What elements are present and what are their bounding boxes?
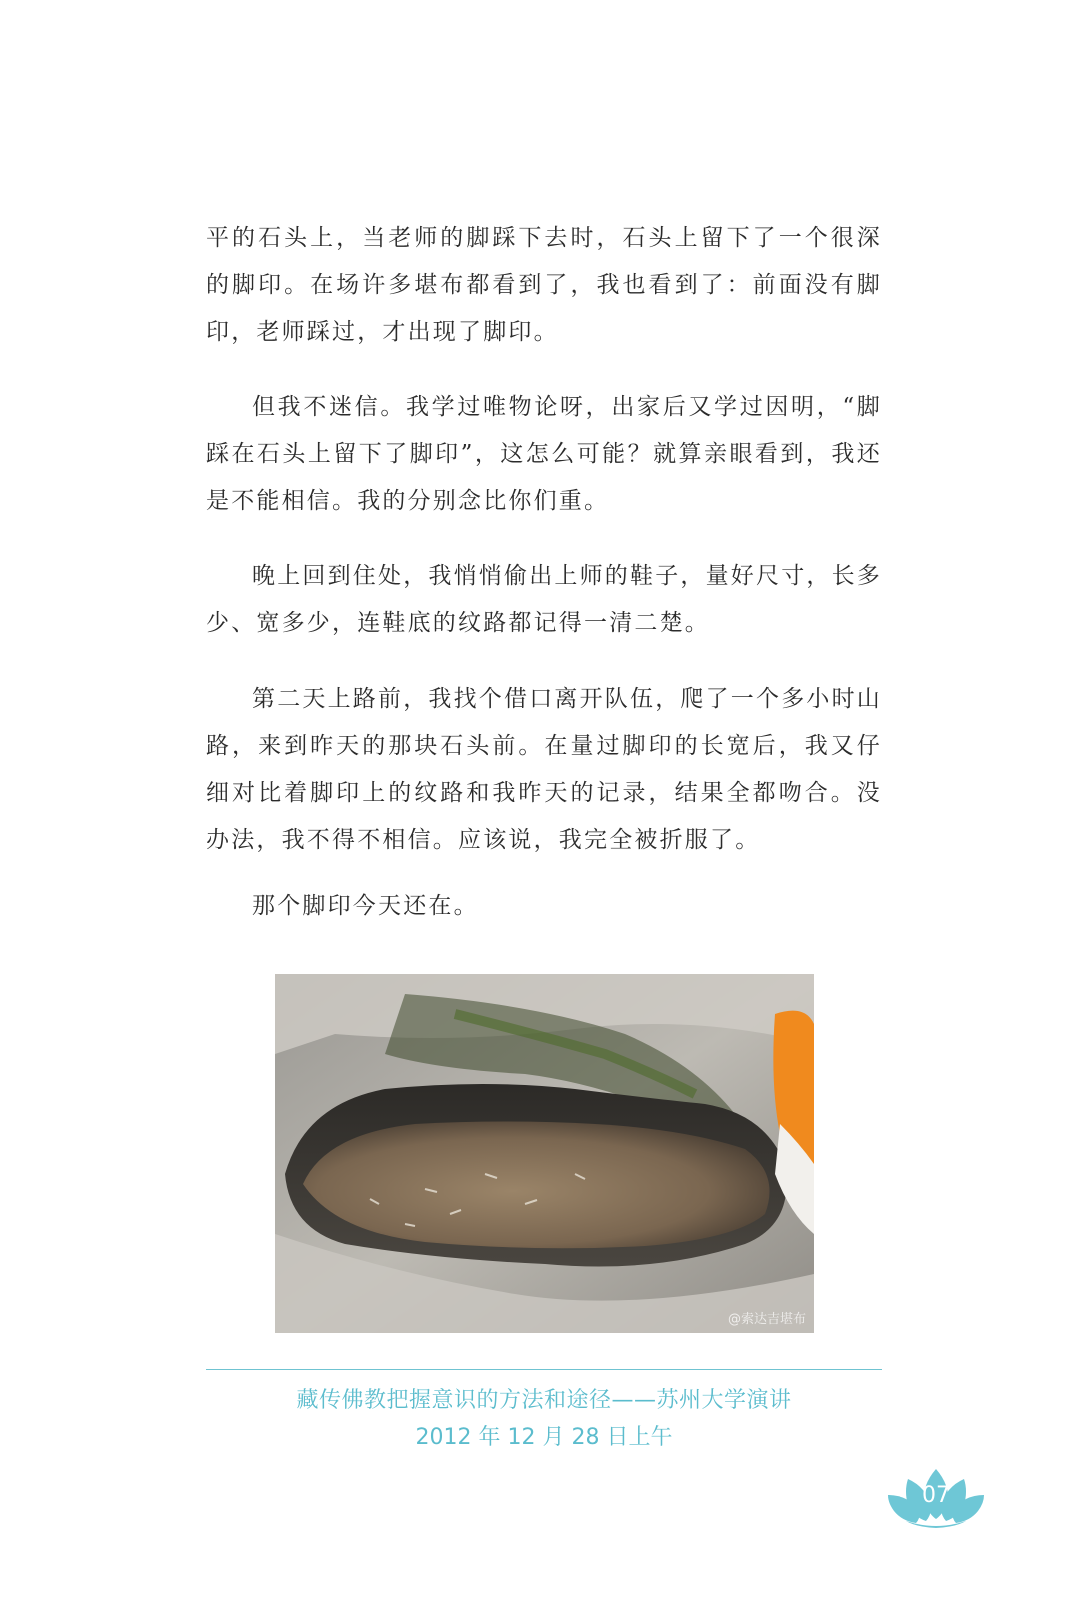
photo-watermark: @索达吉堪布 [727,1312,806,1327]
footer-date: 2012 年 12 月 28 日上午 [415,1425,673,1450]
footprint-rock-image [275,974,814,1333]
paragraph-4: 第二天上路前，我找个借口离开队伍，爬了一个多小时山路，来到昨天的那块石头前。在量过脚印的长宽后，我又仔细对比着脚印上的纹路和我昨天的记录，结果全都吻合。没办法，我不得不相信。应该说，我完全被折服了。 [206,686,882,853]
paragraph-3: 晚上回到住处，我悄悄偷出上师的鞋子，量好尺寸，长多少、宽多少，连鞋底的纹路都记得一清二楚。 [206,563,882,636]
footer-divider [206,1369,882,1370]
footprint-photo [275,974,814,1333]
paragraph-5: 那个脚印今天还在。 [252,893,479,919]
page-number: 07 [922,1483,950,1508]
paragraph-1: 平的石头上，当老师的脚踩下去时，石头上留下了一个很深的脚印。在场许多堪布都看到了，我也看到了：前面没有脚印，老师踩过，才出现了脚印。 [206,225,882,345]
footer-title: 藏传佛教把握意识的方法和途径——苏州大学演讲 [296,1388,792,1413]
paragraph-2: 但我不迷信。我学过唯物论呀，出家后又学过因明，“脚踩在石头上留下了脚印”，这怎么可能？就算亲眼看到，我还是不能相信。我的分别念比你们重。 [206,394,882,514]
